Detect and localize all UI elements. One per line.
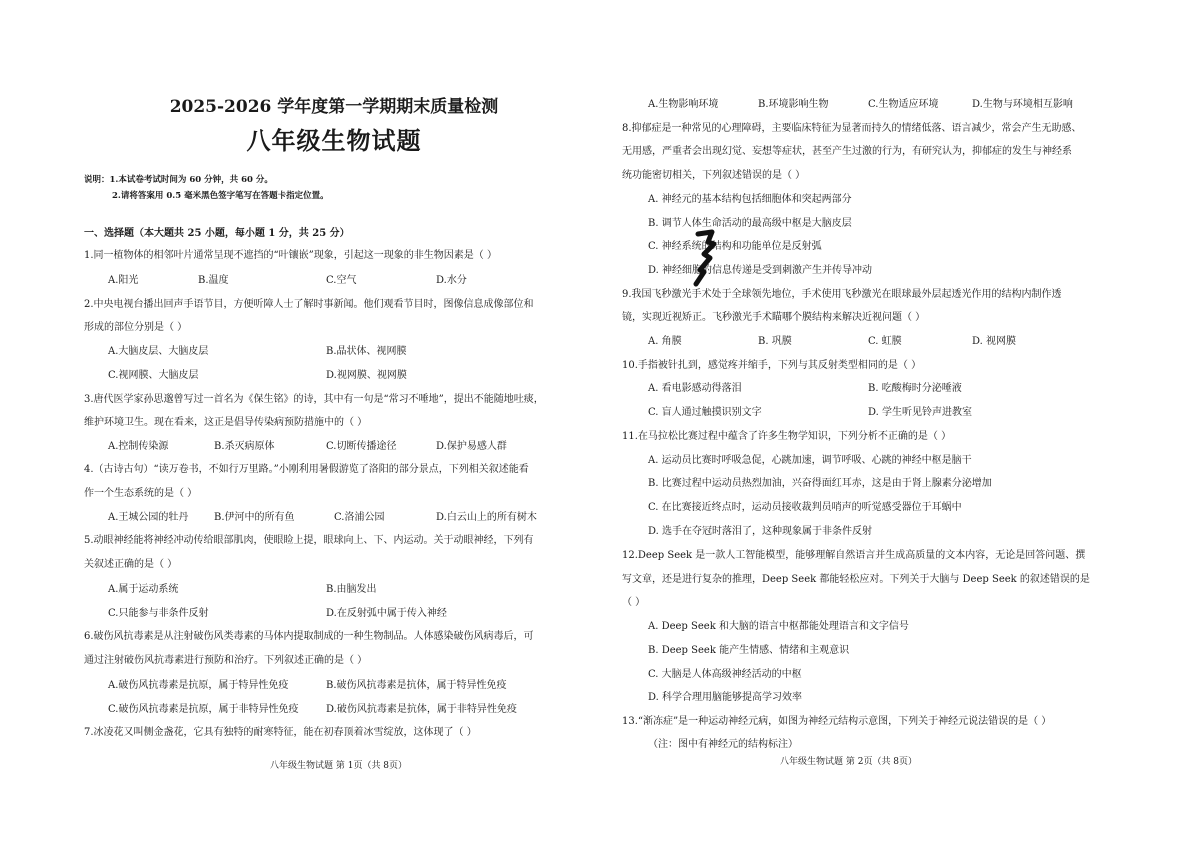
question-11: 11.在马拉松比赛过程中蕴含了许多生物学知识，下列分析不正确的是（ ） (622, 431, 952, 442)
q4-option-c: C.洛浦公园 (334, 512, 385, 523)
q2-option-d: D.视网膜、视网膜 (326, 370, 407, 381)
question-12-line-2: 写文章，还是进行复杂的推理，Deep Seek 都能轻松应对。下列关于大脑与 Deep Seek 的叙述错误的是 (622, 574, 1090, 585)
q2-option-b: B.晶状体、视网膜 (326, 346, 407, 357)
exam-title: 2025-2026 学年度第一学期期末质量检测 (169, 97, 499, 117)
q7-option-c: C.生物适应环境 (868, 99, 939, 110)
q11-option-d: D. 选手在夺冠时落泪了，这种现象属于非条件反射 (648, 526, 873, 537)
q11-option-c: C. 在比赛接近终点时，运动员接收裁判员哨声的听觉感受器位于耳蜗中 (648, 502, 962, 513)
question-8-line-1: 8.抑郁症是一种常见的心理障碍，主要临床特征为显著而持久的情绪低落、语言减少，常会产生无助感、 (622, 123, 1082, 134)
q10-option-c: C. 盲人通过触摸识别文字 (648, 407, 762, 418)
q7-option-a: A.生物影响环境 (648, 99, 719, 110)
q3-option-a: A.控制传染源 (108, 441, 169, 452)
note-1: 说明：1.本试卷考试时间为 60 分钟，共 60 分。 (84, 175, 273, 185)
q4-option-a: A.王城公园的牡丹 (108, 512, 189, 523)
question-4-line-1: 4.（古诗古句）“读万卷书，不如行万里路。”小刚利用暑假游览了洛阳的部分景点，下列相关叙述能看 (84, 464, 529, 475)
q9-option-d: D. 视网膜 (972, 336, 1017, 347)
question-4-line-2: 作一个生态系统的是（ ） (84, 488, 198, 499)
q5-option-a: A.属于运动系统 (108, 584, 179, 595)
q9-option-c: C. 虹膜 (868, 336, 902, 347)
question-3-line-2: 维护环境卫生。现在看来，这正是倡导传染病预防措施中的（ ） (84, 417, 368, 428)
q8-option-c: C. 神经系统的结构和功能单位是反射弧 (648, 241, 822, 252)
question-3-line-1: 3.唐代医学家孙思邈曾写过一首名为《保生铭》的诗，其中有一句是“常习不唾地”，提出不能随地吐痰， (84, 394, 544, 405)
q1-option-a: A.阳光 (108, 275, 139, 286)
q8-option-d: D. 神经细胞的信息传递是受到刺激产生并传导冲动 (648, 265, 873, 276)
q5-option-c: C.只能参与非条件反射 (108, 608, 209, 619)
q2-option-c: C.视网膜、大脑皮层 (108, 370, 199, 381)
question-12-line-3: （ ） (622, 597, 646, 608)
q2-option-a: A.大脑皮层、大脑皮层 (108, 346, 209, 357)
section-heading: 一、选择题（本大题共 25 小题，每小题 1 分，共 25 分） (84, 228, 350, 239)
question-13: 13.“渐冻症”是一种运动神经元病，如图为神经元结构示意图，下列关于神经元说法错误的是（ ） (622, 716, 1052, 727)
q8-option-b: B. 调节人体生命活动的最高级中枢是大脑皮层 (648, 218, 852, 229)
page-1 (84, 0, 584, 849)
q4-option-b: B.伊河中的所有鱼 (214, 512, 295, 523)
q12-option-b: B. Deep Seek 能产生情感、情绪和主观意识 (648, 645, 850, 656)
question-10: 10.手指被针扎到，感觉疼并缩手，下列与其反射类型相同的是（ ） (622, 360, 922, 371)
question-7: 7.冰凌花又叫侧金盏花，它具有独特的耐寒特征，能在初春顶着冰雪绽放，这体现了（ ） (84, 727, 477, 738)
question-8-line-3: 统功能密切相关，下列叙述错误的是（ ） (622, 170, 806, 181)
question-9-line-1: 9.我国飞秒激光手术处于全球领先地位，手术使用飞秒激光在眼球最外层起透光作用的结构内制作透 (622, 289, 1062, 300)
q6-option-c: C.破伤风抗毒素是抗原，属于非特异性免疫 (108, 704, 299, 715)
q11-option-b: B. 比赛过程中运动员热烈加油，兴奋得面红耳赤，这是由于肾上腺素分泌增加 (648, 478, 992, 489)
q3-option-b: B.杀灭病原体 (214, 441, 275, 452)
q10-option-d: D. 学生听见铃声进教室 (868, 407, 973, 418)
q5-option-d: D.在反射弧中属于传入神经 (326, 608, 447, 619)
q10-option-b: B. 吃酸梅时分泌唾液 (868, 383, 962, 394)
question-6-line-2: 通过注射破伤风抗毒素进行预防和治疗。下列叙述正确的是（ ） (84, 655, 368, 666)
question-6-line-1: 6.破伤风抗毒素是从注射破伤风类毒素的马体内提取制成的一种生物制品。人体感染破伤风病毒后，可 (84, 631, 534, 642)
q9-option-b: B. 巩膜 (758, 336, 792, 347)
note-2: 2.请将答案用 0.5 毫米黑色签字笔写在答题卡指定位置。 (112, 191, 329, 201)
q5-option-b: B.由脑发出 (326, 584, 377, 595)
question-13-note: （注：图中有神经元的结构标注） (648, 739, 798, 750)
question-12-line-1: 12.Deep Seek 是一款人工智能模型，能够理解自然语言并生成高质量的文本内容，无论是回答问题、撰 (622, 550, 1086, 561)
page-footer: 八年级生物试题 第 1页（共 8页） (270, 761, 408, 771)
exam-subject: 八年级生物试题 (246, 126, 422, 155)
q4-option-d: D.白云山上的所有树木 (436, 512, 537, 523)
question-8-line-2: 无用感，严重者会出现幻觉、妄想等症状，甚至产生过激的行为，有研究认为，抑郁症的发生与神经系 (622, 146, 1072, 157)
q11-option-a: A. 运动员比赛时呼吸急促，心跳加速，调节呼吸、心跳的神经中枢是脑干 (648, 455, 972, 466)
question-5-line-2: 关叙述正确的是（ ） (84, 559, 178, 570)
q1-option-d: D.水分 (436, 275, 467, 286)
q1-option-c: C.空气 (326, 275, 357, 286)
q12-option-c: C. 大脑是人体高级神经活动的中枢 (648, 669, 802, 680)
q6-option-d: D.破伤风抗毒素是抗体，属于非特异性免疫 (326, 704, 517, 715)
question-1: 1.同一植物体的相邻叶片通常呈现不遮挡的“叶镶嵌”现象，引起这一现象的非生物因素是（ ） (84, 250, 497, 261)
q3-option-c: C.切断传播途径 (326, 441, 397, 452)
q9-option-a: A. 角膜 (648, 336, 682, 347)
q6-option-a: A.破伤风抗毒素是抗原，属于特异性免疫 (108, 680, 289, 691)
question-2-line-2: 形成的部位分别是（ ） (84, 322, 188, 333)
q1-option-b: B.温度 (198, 275, 229, 286)
q6-option-b: B.破伤风抗毒素是抗体，属于特异性免疫 (326, 680, 507, 691)
page-2 (622, 0, 1122, 849)
page-footer: 八年级生物试题 第 2页（共 8页） (780, 757, 918, 767)
question-5-line-1: 5.动眼神经能将神经冲动传给眼部肌肉，使眼睑上提，眼球向上、下、内运动。关于动眼神经，下列有 (84, 535, 534, 546)
q8-option-a: A. 神经元的基本结构包括细胞体和突起两部分 (648, 194, 852, 205)
question-9-line-2: 镜，实现近视矫正。飞秒激光手术瞄哪个膜结构来解决近视问题（ ） (622, 312, 926, 323)
q3-option-d: D.保护易感人群 (436, 441, 507, 452)
question-2-line-1: 2.中央电视台播出回声手语节目，方便听障人士了解时事新闻。他们观看节目时，图像信息成像部位和 (84, 299, 534, 310)
q12-option-d: D. 科学合理用脑能够提高学习效率 (648, 692, 803, 703)
q12-option-a: A. Deep Seek 和大脑的语言中枢都能处理语言和文字信号 (648, 621, 909, 632)
q10-option-a: A. 看电影感动得落泪 (648, 383, 742, 394)
q7-option-d: D.生物与环境相互影响 (972, 99, 1073, 110)
handwritten-mark (692, 228, 718, 288)
q7-option-b: B.环境影响生物 (758, 99, 829, 110)
